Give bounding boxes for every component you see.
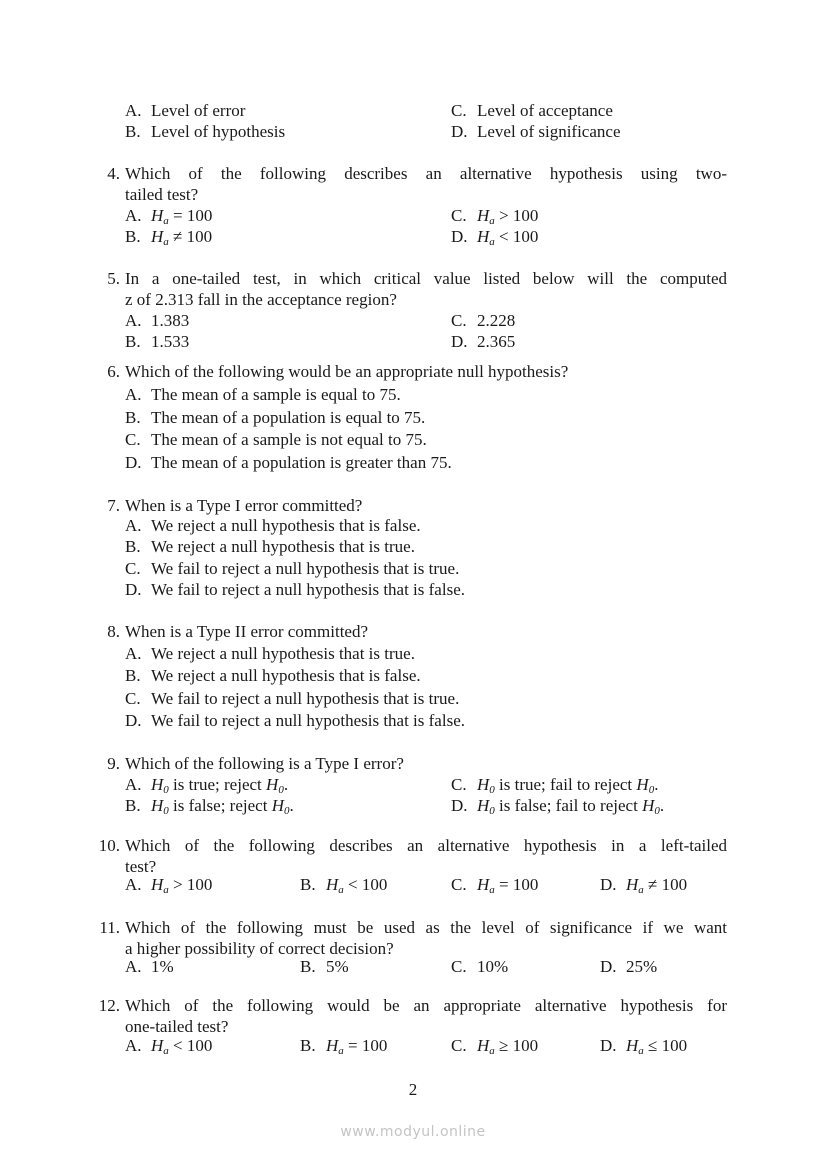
option-text: is true; reject	[168, 775, 267, 794]
option-text: The mean of a population is equal to 75.	[151, 407, 426, 427]
option-text: The mean of a sample is equal to 75.	[151, 385, 401, 404]
math-variable: H	[151, 1036, 164, 1055]
answer-option[interactable]	[125, 100, 245, 121]
option-text: > 100	[494, 206, 539, 225]
option-letter: A.	[125, 1036, 142, 1055]
option-letter: A.	[125, 775, 142, 794]
option-text: We reject a null hypothesis that is false.	[151, 516, 421, 535]
option-text: .	[283, 775, 289, 794]
math-subscript: a	[638, 884, 644, 896]
option-letter: C.	[125, 558, 141, 578]
question-text: When is a Type I error committed?	[125, 496, 363, 515]
option-letter: C.	[451, 101, 467, 120]
answer-option[interactable]	[451, 205, 538, 226]
answer-option[interactable]	[125, 710, 465, 731]
option-letter: B.	[125, 407, 141, 427]
answer-option[interactable]	[451, 1035, 538, 1056]
question-text: z of 2.313 fall in the acceptance region?	[125, 289, 397, 309]
math-subscript: a	[163, 215, 169, 227]
option-text: 5%	[326, 957, 349, 976]
question-number: 5.	[107, 269, 120, 288]
option-letter: A.	[125, 385, 142, 404]
math-variable: H	[626, 875, 639, 894]
math-variable: H	[626, 1036, 639, 1055]
math-subscript: a	[163, 1045, 169, 1057]
answer-option[interactable]	[125, 515, 421, 536]
option-text: Level of significance	[477, 122, 621, 141]
option-text: We fail to reject a null hypothesis that is false.	[151, 710, 465, 730]
question-text: Which of the following must be used as the level of significance if we want	[125, 918, 727, 937]
option-letter: D.	[451, 796, 468, 815]
option-text: is false; fail to reject	[494, 796, 643, 815]
option-letter: B.	[125, 796, 141, 815]
question-text: Which of the following describes an alternative hypothesis using two-	[125, 164, 727, 183]
math-variable: H	[477, 775, 490, 794]
option-letter: C.	[125, 688, 141, 708]
option-letter: D.	[125, 710, 142, 730]
math-variable: H	[642, 796, 655, 815]
answer-option[interactable]	[600, 1035, 687, 1056]
option-letter: C.	[451, 875, 467, 894]
answer-option[interactable]	[125, 310, 189, 331]
math-subscript: a	[163, 884, 169, 896]
option-letter: B.	[300, 1036, 316, 1055]
question-text: one-tailed test?	[125, 1016, 229, 1036]
option-letter: A.	[125, 516, 142, 535]
option-letter: D.	[600, 957, 617, 976]
question-number: 12.	[98, 996, 120, 1015]
answer-option[interactable]	[125, 688, 459, 709]
option-text: The mean of a sample is not equal to 75.	[151, 430, 427, 449]
question-text: a higher possibility of correct decision?	[125, 938, 394, 958]
math-subscript: a	[163, 236, 169, 248]
answer-option[interactable]	[451, 310, 515, 331]
option-letter: A.	[125, 875, 142, 894]
answer-option[interactable]	[125, 384, 401, 405]
math-variable: H	[477, 1036, 490, 1055]
option-text: ≤ 100	[643, 1036, 688, 1055]
question-number: 8.	[107, 622, 120, 641]
question-number: 6.	[107, 362, 120, 381]
answer-option[interactable]	[125, 956, 174, 977]
option-text: 1.383	[151, 311, 190, 330]
option-text: .	[659, 796, 665, 815]
answer-option[interactable]	[125, 429, 427, 450]
math-variable: H	[477, 227, 490, 246]
answer-option[interactable]	[125, 795, 294, 816]
answer-option[interactable]	[451, 956, 508, 977]
option-text: The mean of a population is greater than 75.	[151, 452, 452, 472]
math-subscript: 0	[654, 805, 660, 817]
answer-option[interactable]	[125, 452, 452, 473]
option-letter: B.	[125, 332, 141, 351]
answer-option[interactable]	[451, 331, 515, 352]
option-text: = 100	[168, 206, 213, 225]
page-number: 2	[408, 1080, 418, 1099]
math-variable: H	[151, 775, 164, 794]
option-text: 2.228	[477, 311, 516, 330]
math-variable: H	[326, 875, 339, 894]
watermark: www.modyul.online	[340, 1124, 486, 1140]
option-text: < 100	[168, 1036, 213, 1055]
question-number: 7.	[107, 496, 120, 515]
option-text: We fail to reject a null hypothesis that is false.	[151, 579, 465, 599]
math-subscript: 0	[278, 784, 284, 796]
option-text: ≥ 100	[494, 1036, 539, 1055]
math-variable: H	[477, 875, 490, 894]
question-text: Which of the following would be an appropriate null hypothesis?	[125, 362, 569, 381]
option-text: 1.533	[151, 332, 190, 351]
question-text: When is a Type II error committed?	[125, 622, 369, 641]
question-text: Which of the following would be an appropriate alternative hypothesis for	[125, 996, 727, 1015]
option-letter: A.	[125, 101, 142, 120]
option-text: is true; fail to reject	[494, 775, 637, 794]
question-text: tailed test?	[125, 184, 199, 204]
option-letter: D.	[600, 875, 617, 894]
answer-option[interactable]	[600, 956, 657, 977]
option-letter: D.	[451, 227, 468, 246]
option-text: We fail to reject a null hypothesis that is true.	[151, 558, 460, 578]
math-subscript: 0	[489, 805, 495, 817]
answer-option[interactable]	[125, 774, 288, 795]
question-number: 11.	[99, 918, 120, 937]
option-text: = 100	[343, 1036, 388, 1055]
math-variable: H	[151, 796, 164, 815]
option-text: 25%	[626, 957, 658, 976]
answer-option[interactable]	[600, 874, 687, 895]
question-text: In a one-tailed test, in which critical value listed below will the computed	[125, 269, 727, 288]
option-text: Level of hypothesis	[151, 122, 286, 141]
option-letter: C.	[451, 206, 467, 225]
option-letter: B.	[125, 537, 141, 557]
option-letter: B.	[300, 957, 316, 976]
option-text: We reject a null hypothesis that is true.	[151, 537, 415, 557]
option-letter: B.	[125, 666, 141, 686]
option-letter: D.	[125, 579, 142, 599]
answer-option[interactable]	[125, 1035, 212, 1056]
math-subscript: a	[338, 884, 344, 896]
option-text: > 100	[168, 875, 213, 894]
option-letter: D.	[600, 1036, 617, 1055]
answer-option[interactable]	[451, 774, 658, 795]
answer-option[interactable]	[125, 874, 212, 895]
math-subscript: 0	[283, 805, 290, 817]
math-variable: H	[271, 796, 284, 815]
math-subscript: a	[638, 1045, 644, 1057]
math-subscript: 0	[489, 784, 495, 796]
answer-option[interactable]	[125, 407, 425, 428]
answer-option[interactable]	[125, 121, 285, 142]
option-letter: A.	[125, 311, 142, 330]
math-subscript: a	[489, 884, 495, 896]
answer-option[interactable]	[300, 874, 387, 895]
option-letter: C.	[125, 430, 141, 449]
answer-option[interactable]	[300, 1035, 387, 1056]
math-subscript: 0	[648, 784, 655, 796]
math-subscript: a	[489, 236, 495, 248]
option-text: 10%	[477, 957, 509, 976]
option-letter: B.	[300, 875, 316, 894]
question-number: 9.	[107, 754, 120, 773]
option-letter: C.	[451, 311, 467, 330]
math-variable: H	[151, 227, 164, 246]
answer-option[interactable]	[451, 795, 664, 816]
question-text: test?	[125, 856, 157, 876]
math-subscript: 0	[163, 805, 169, 817]
answer-option[interactable]	[125, 579, 465, 600]
math-subscript: 0	[163, 784, 169, 796]
math-subscript: a	[489, 1045, 495, 1057]
option-letter: B.	[125, 227, 141, 246]
answer-option[interactable]	[451, 121, 621, 142]
option-text: < 100	[494, 227, 539, 246]
option-text: We reject a null hypothesis that is false.	[151, 666, 421, 686]
math-variable: H	[477, 206, 490, 225]
option-letter: C.	[451, 957, 467, 976]
math-subscript: a	[338, 1045, 344, 1057]
question-text: Which of the following is a Type I error?	[125, 754, 404, 773]
option-text: .	[654, 775, 659, 794]
math-variable: H	[636, 775, 649, 794]
answer-option[interactable]	[125, 331, 189, 352]
question-number: 4.	[107, 164, 120, 183]
option-text: Level of acceptance	[477, 101, 613, 120]
math-variable: H	[477, 796, 490, 815]
answer-option[interactable]	[125, 536, 415, 557]
option-letter: D.	[451, 332, 468, 351]
math-variable: H	[266, 775, 279, 794]
option-text: We reject a null hypothesis that is true.	[151, 644, 415, 663]
question-number: 10.	[98, 836, 120, 855]
answer-option[interactable]	[125, 643, 415, 664]
option-text: < 100	[343, 875, 388, 894]
answer-option[interactable]	[451, 874, 538, 895]
option-text: We fail to reject a null hypothesis that is true.	[151, 688, 460, 708]
math-variable: H	[151, 875, 164, 894]
option-letter: A.	[125, 957, 142, 976]
option-text: 1%	[151, 957, 174, 976]
math-variable: H	[326, 1036, 339, 1055]
option-letter: A.	[125, 644, 142, 663]
math-variable: H	[151, 206, 164, 225]
answer-option[interactable]	[125, 665, 421, 686]
option-text: Level of error	[151, 101, 246, 120]
option-text: 2.365	[477, 332, 516, 351]
answer-option[interactable]	[125, 558, 459, 579]
option-letter: C.	[451, 775, 467, 794]
option-text: .	[289, 796, 294, 815]
option-text: = 100	[494, 875, 539, 894]
answer-option[interactable]	[300, 956, 349, 977]
option-letter: B.	[125, 122, 141, 141]
math-subscript: a	[489, 215, 495, 227]
answer-option[interactable]	[451, 226, 538, 247]
option-text: ≠ 100	[643, 875, 688, 894]
option-letter: D.	[451, 122, 468, 141]
option-letter: C.	[451, 1036, 467, 1055]
answer-option[interactable]	[125, 226, 212, 247]
answer-option[interactable]	[125, 205, 212, 226]
question-text: Which of the following describes an alternative hypothesis in a left-tailed	[125, 836, 727, 855]
option-letter: D.	[125, 452, 142, 472]
option-text: ≠ 100	[168, 227, 213, 246]
option-text: is false; reject	[168, 796, 272, 815]
answer-option[interactable]	[451, 100, 613, 121]
option-letter: A.	[125, 206, 142, 225]
